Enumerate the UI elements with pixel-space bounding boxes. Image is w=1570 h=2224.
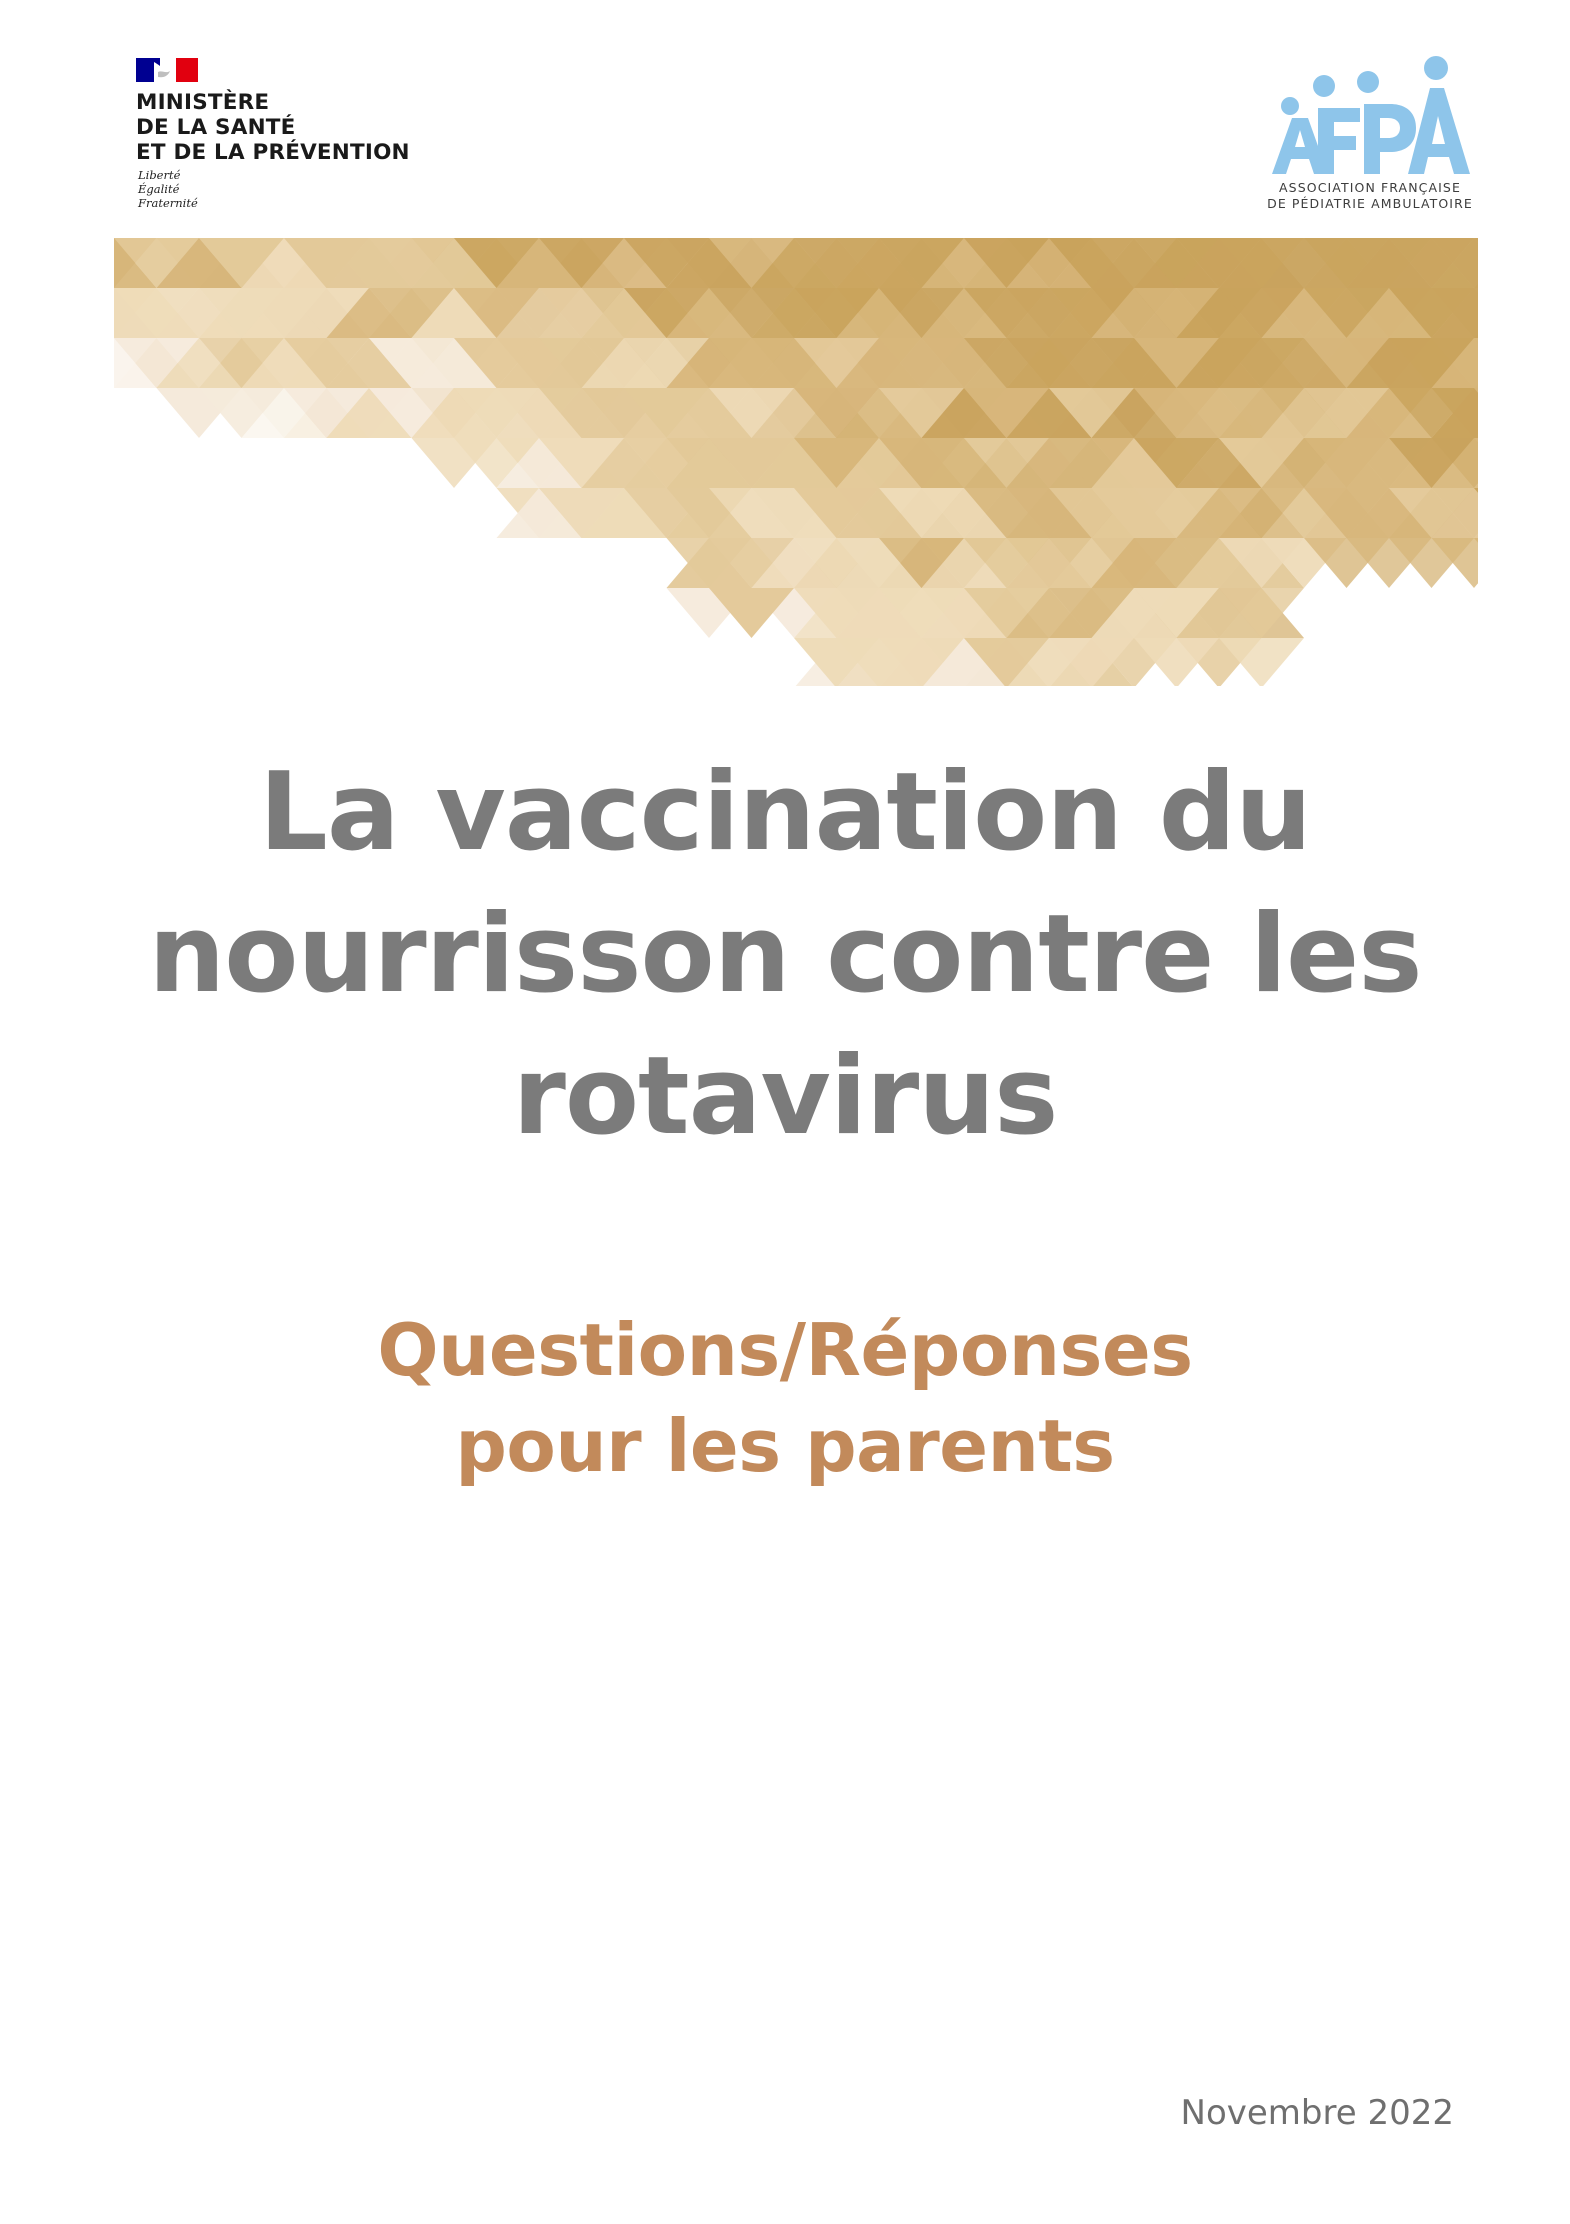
page-title [85,742,1485,1168]
ministry-name-line: DE LA SANTÉ [136,115,296,140]
ministry-name-line: MINISTÈRE [136,90,270,115]
publication-date: Novembre 2022 [1180,2093,1454,2133]
afpa-caption-line: ASSOCIATION FRANÇAISE [1279,180,1461,195]
motto-line: Fraternité [138,196,198,210]
motto-line: Égalité [138,182,180,196]
geometric-banner [114,238,1478,686]
title-line: La vaccination du [259,750,1311,875]
title-line: rotavirus [512,1034,1058,1159]
ministry-name [136,90,410,165]
motto-line: Liberté [138,168,181,182]
subtitle-line: Questions/Réponses [377,1308,1193,1392]
subtitle-line: pour les parents [455,1404,1115,1488]
afpa-caption [1262,180,1478,212]
ministry-logo [136,58,436,218]
page-subtitle [185,1302,1385,1494]
afpa-family-logo-icon [1268,56,1472,174]
title-line: nourrisson contre les [148,892,1422,1017]
afpa-logo [1262,56,1478,216]
marianne-flag-icon [136,58,198,82]
republic-motto [138,168,198,210]
ministry-name-line: ET DE LA PRÉVENTION [136,140,410,165]
afpa-caption-line: DE PÉDIATRIE AMBULATOIRE [1267,196,1473,211]
